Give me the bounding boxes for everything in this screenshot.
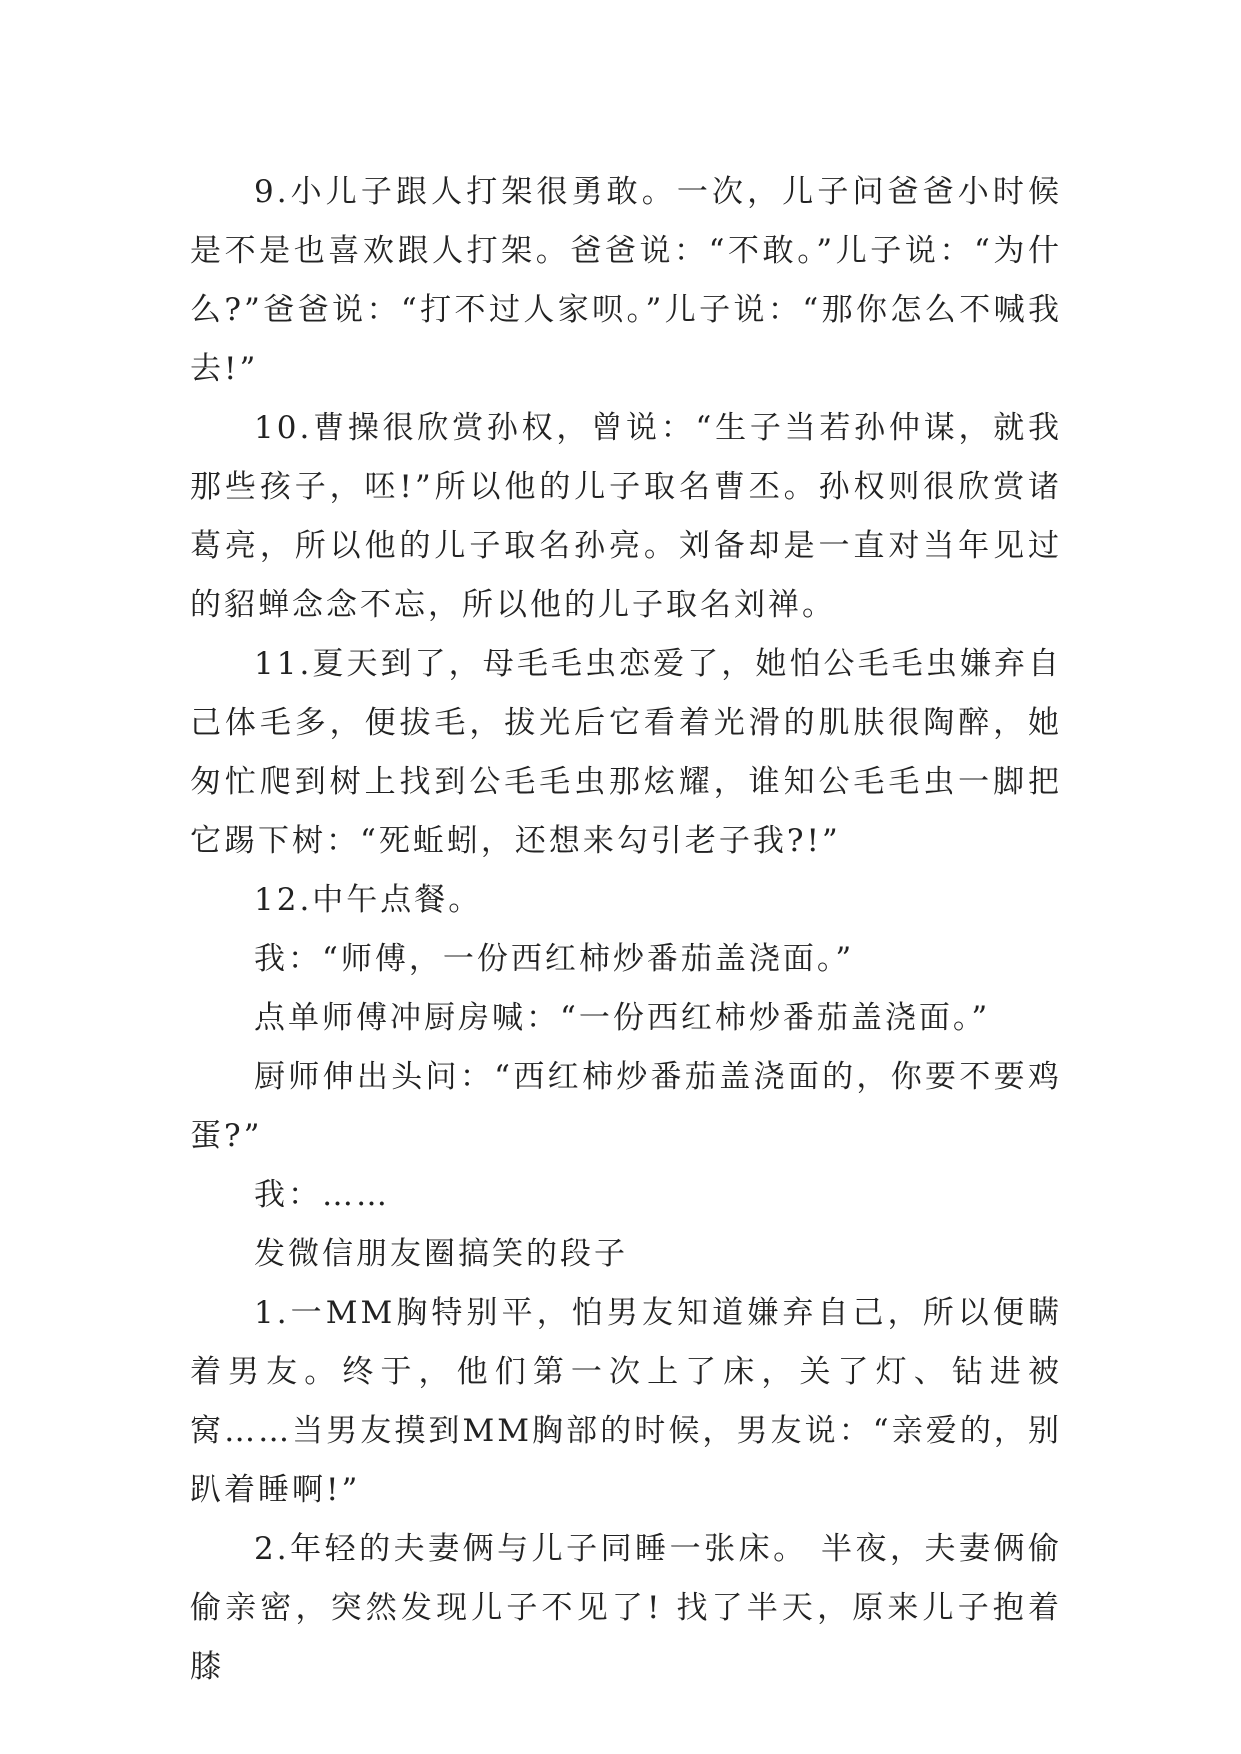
paragraph-joke-9: 9.小儿子跟人打架很勇敢。一次，儿子问爸爸小时候是不是也喜欢跟人打架。爸爸说：“不敢。”儿子说：“为什么?”爸爸说：“打不过人家呗。”儿子说：“那你怎么不喊我去!” (190, 174, 1062, 387)
paragraph-dialogue-2: 点单师傅冲厨房喊：“一份西红柿炒番茄盖浇面。” (254, 1000, 991, 1036)
paragraph-joke-10: 10.曹操很欣赏孙权，曾说：“生子当若孙仲谋，就我那些孩子，呸!”所以他的儿子取名曹丕。孙权则很欣赏诸葛亮，所以他的儿子取名孙亮。刘备却是一直对当年见过的貂蝉念念不忘，所以他的儿子取名刘禅。 (190, 410, 1062, 623)
document-body (190, 163, 1062, 1697)
paragraph-joke-12: 12.中午点餐。 (254, 882, 483, 918)
paragraph-dialogue-3: 厨师伸出头问：“西红柿炒番茄盖浇面的，你要不要鸡蛋?” (190, 1059, 1062, 1154)
paragraph-joke-11: 11.夏天到了，母毛毛虫恋爱了，她怕公毛毛虫嫌弃自己体毛多，便拔毛，拔光后它看着光滑的肌肤很陶醉，她匆忙爬到树上找到公毛毛虫那炫耀，谁知公毛毛虫一脚把它踢下树：“死蚯蚓，还想来勾引老子我?!” (190, 646, 1062, 859)
paragraph-dialogue-1: 我：“师傅，一份西红柿炒番茄盖浇面。” (254, 941, 855, 977)
paragraph-dialogue-4: 我：…… (254, 1177, 390, 1213)
section-heading: 发微信朋友圈搞笑的段子 (254, 1236, 628, 1272)
paragraph-section-joke-1: 1.一MM胸特别平，怕男友知道嫌弃自己，所以便瞒着男友。终于，他们第一次上了床，关了灯、钻进被窝……当男友摸到MM胸部的时候，男友说：“亲爱的，别趴着睡啊!” (190, 1295, 1062, 1508)
paragraph-section-joke-2: 2.年轻的夫妻俩与儿子同睡一张床。 半夜，夫妻俩偷偷亲密，突然发现儿子不见了! 找了半天，原来儿子抱着膝 (190, 1531, 1062, 1685)
